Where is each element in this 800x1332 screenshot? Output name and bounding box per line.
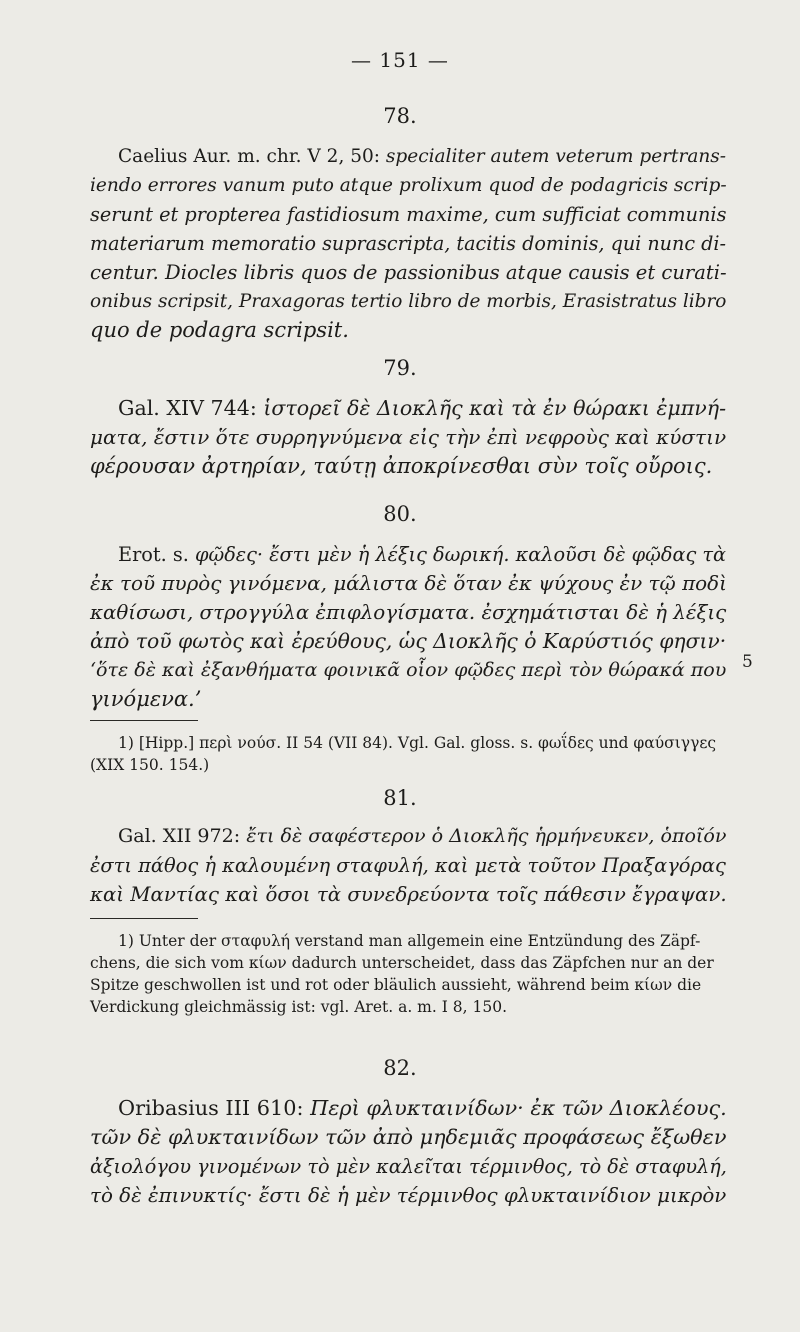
text-line: ἐστι πάθος ἡ καλουμένη σταφυλή, καὶ μετὰ τοῦτον Πραξαγόρας [90,854,726,877]
text-line: ‘ὅτε δὲ καὶ ἐξανθήματα φοινικᾶ οἷον φῷδες περὶ τὸν θώρακά που [90,659,727,681]
text-line: καὶ Μαντίας καὶ ὅσοι τὰ συνεδρεύοντα τοῖς πάθεσιν ἔγραψαν. [90,883,727,906]
text-line: iendo errores vanum puto atque prolixum quod de podagricis scrip- [90,175,727,196]
footnote-rule [90,720,198,721]
footnote-line: Spitze geschwollen ist und rot oder bläulich aussieht, während beim κίων die [90,976,702,994]
section-text-80 [90,540,730,714]
section-heading-79: 79. [383,356,417,380]
text-line: Erot. s. φῷδες· ἔστι μὲν ἡ λέξις δωρική. καλοῦσι δὲ φῷδας τὰ [118,543,727,566]
text-line: τῶν δὲ φλυκταινίδων τῶν ἀπὸ μηδεμιᾶς προφάσεως ἔξωθεν [90,1125,727,1149]
text-line: ἀξιολόγου γινομένων τὸ μὲν καλεῖται τέρμινθος, τὸ δὲ σταφυλή, [90,1155,727,1178]
text-line: ματα, ἔστιν ὅτε συρρηγνύμενα εἰς τὴν ἐπὶ νεφροὺς καὶ κύστιν [90,425,727,449]
text-line: Gal. XIV 744: ἱστορεῖ δὲ Διοκλῆς καὶ τὰ ἐν θώρακι ἐμπνή- [118,396,727,420]
text-line: ἀπὸ τοῦ φωτὸς καὶ ἐρεύθους, ὡς Διοκλῆς ὁ Καρύστιός φησιν· [90,629,727,653]
text-line: Caelius Aur. m. chr. V 2, 50: specialiter autem veterum pertrans- [118,146,727,167]
text-line: τὸ δὲ ἐπινυκτίς· ἔστι δὲ ἡ μὲν τέρμινθος φλυκταινίδιον μικρὸν [90,1184,727,1207]
text-line: γινόμενα.’ [90,687,202,711]
text-line: centur. Diocles libris quos de passionibus atque causis et curati- [90,261,727,284]
footnote-line: 1) Unter der σταφυλή verstand man allgemein eine Entzündung des Zäpf- [118,932,701,950]
text-line: serunt et propterea fastidiosum maxime, cum sufficiat communis [90,203,727,226]
section-heading-78: 78. [383,104,417,128]
footnote-81 [90,930,730,1018]
footnote-80 [90,732,730,776]
section-heading-81: 81. [383,786,417,810]
page-number: — 151 — [351,48,449,72]
footnote-line: (XIX 150. 154.) [90,756,210,774]
text-line: Oribasius III 610: Περὶ φλυκταινίδων· ἐκ τῶν Διοκλέους. [118,1096,727,1120]
text-line: φέρουσαν ἀρτηρίαν, ταύτῃ ἀποκρίνεσθαι σὺν τοῖς οὔροις. [90,454,713,478]
margin-line-number: 5 [742,652,753,672]
section-text-79 [90,394,730,481]
text-line: materiarum memoratio suprascripta, tacitis dominis, qui nunc di- [90,232,726,255]
section-text-82 [90,1094,730,1210]
text-line: ἐκ τοῦ πυρὸς γινόμενα, μάλιστα δὲ ὅταν ἐκ ψύχους ἐν τῷ ποδὶ [90,572,727,595]
footnote-line: 1) [Hipp.] περὶ νούσ. II 54 (VII 84). Vgl. Gal. gloss. s. φωΐδες und φαύσιγγες [118,734,717,752]
section-text-81 [90,822,730,909]
text-line: onibus scripsit, Praxagoras tertio libro de morbis, Erasistratus libro [90,291,727,312]
footnote-line: chens, die sich vom κίων dadurch unterscheidet, dass das Zäpfchen nur an der [90,954,714,972]
section-text-78 [90,142,730,345]
text-line: Gal. XII 972: ἔτι δὲ σαφέστερον ὁ Διοκλῆς ἡρμήνευκεν, ὁποῖόν [118,825,727,847]
footnote-rule [90,918,198,919]
section-heading-82: 82. [383,1056,417,1080]
section-heading-80: 80. [383,502,417,526]
text-line: καθίσωσι, στρογγύλα ἐπιφλογίσματα. ἐσχημάτισται δὲ ἡ λέξις [90,601,727,624]
text-line: quo de podagra scripsit. [90,318,349,342]
footnote-line: Verdickung gleichmässig ist: vgl. Aret. a. m. I 8, 150. [90,998,508,1016]
